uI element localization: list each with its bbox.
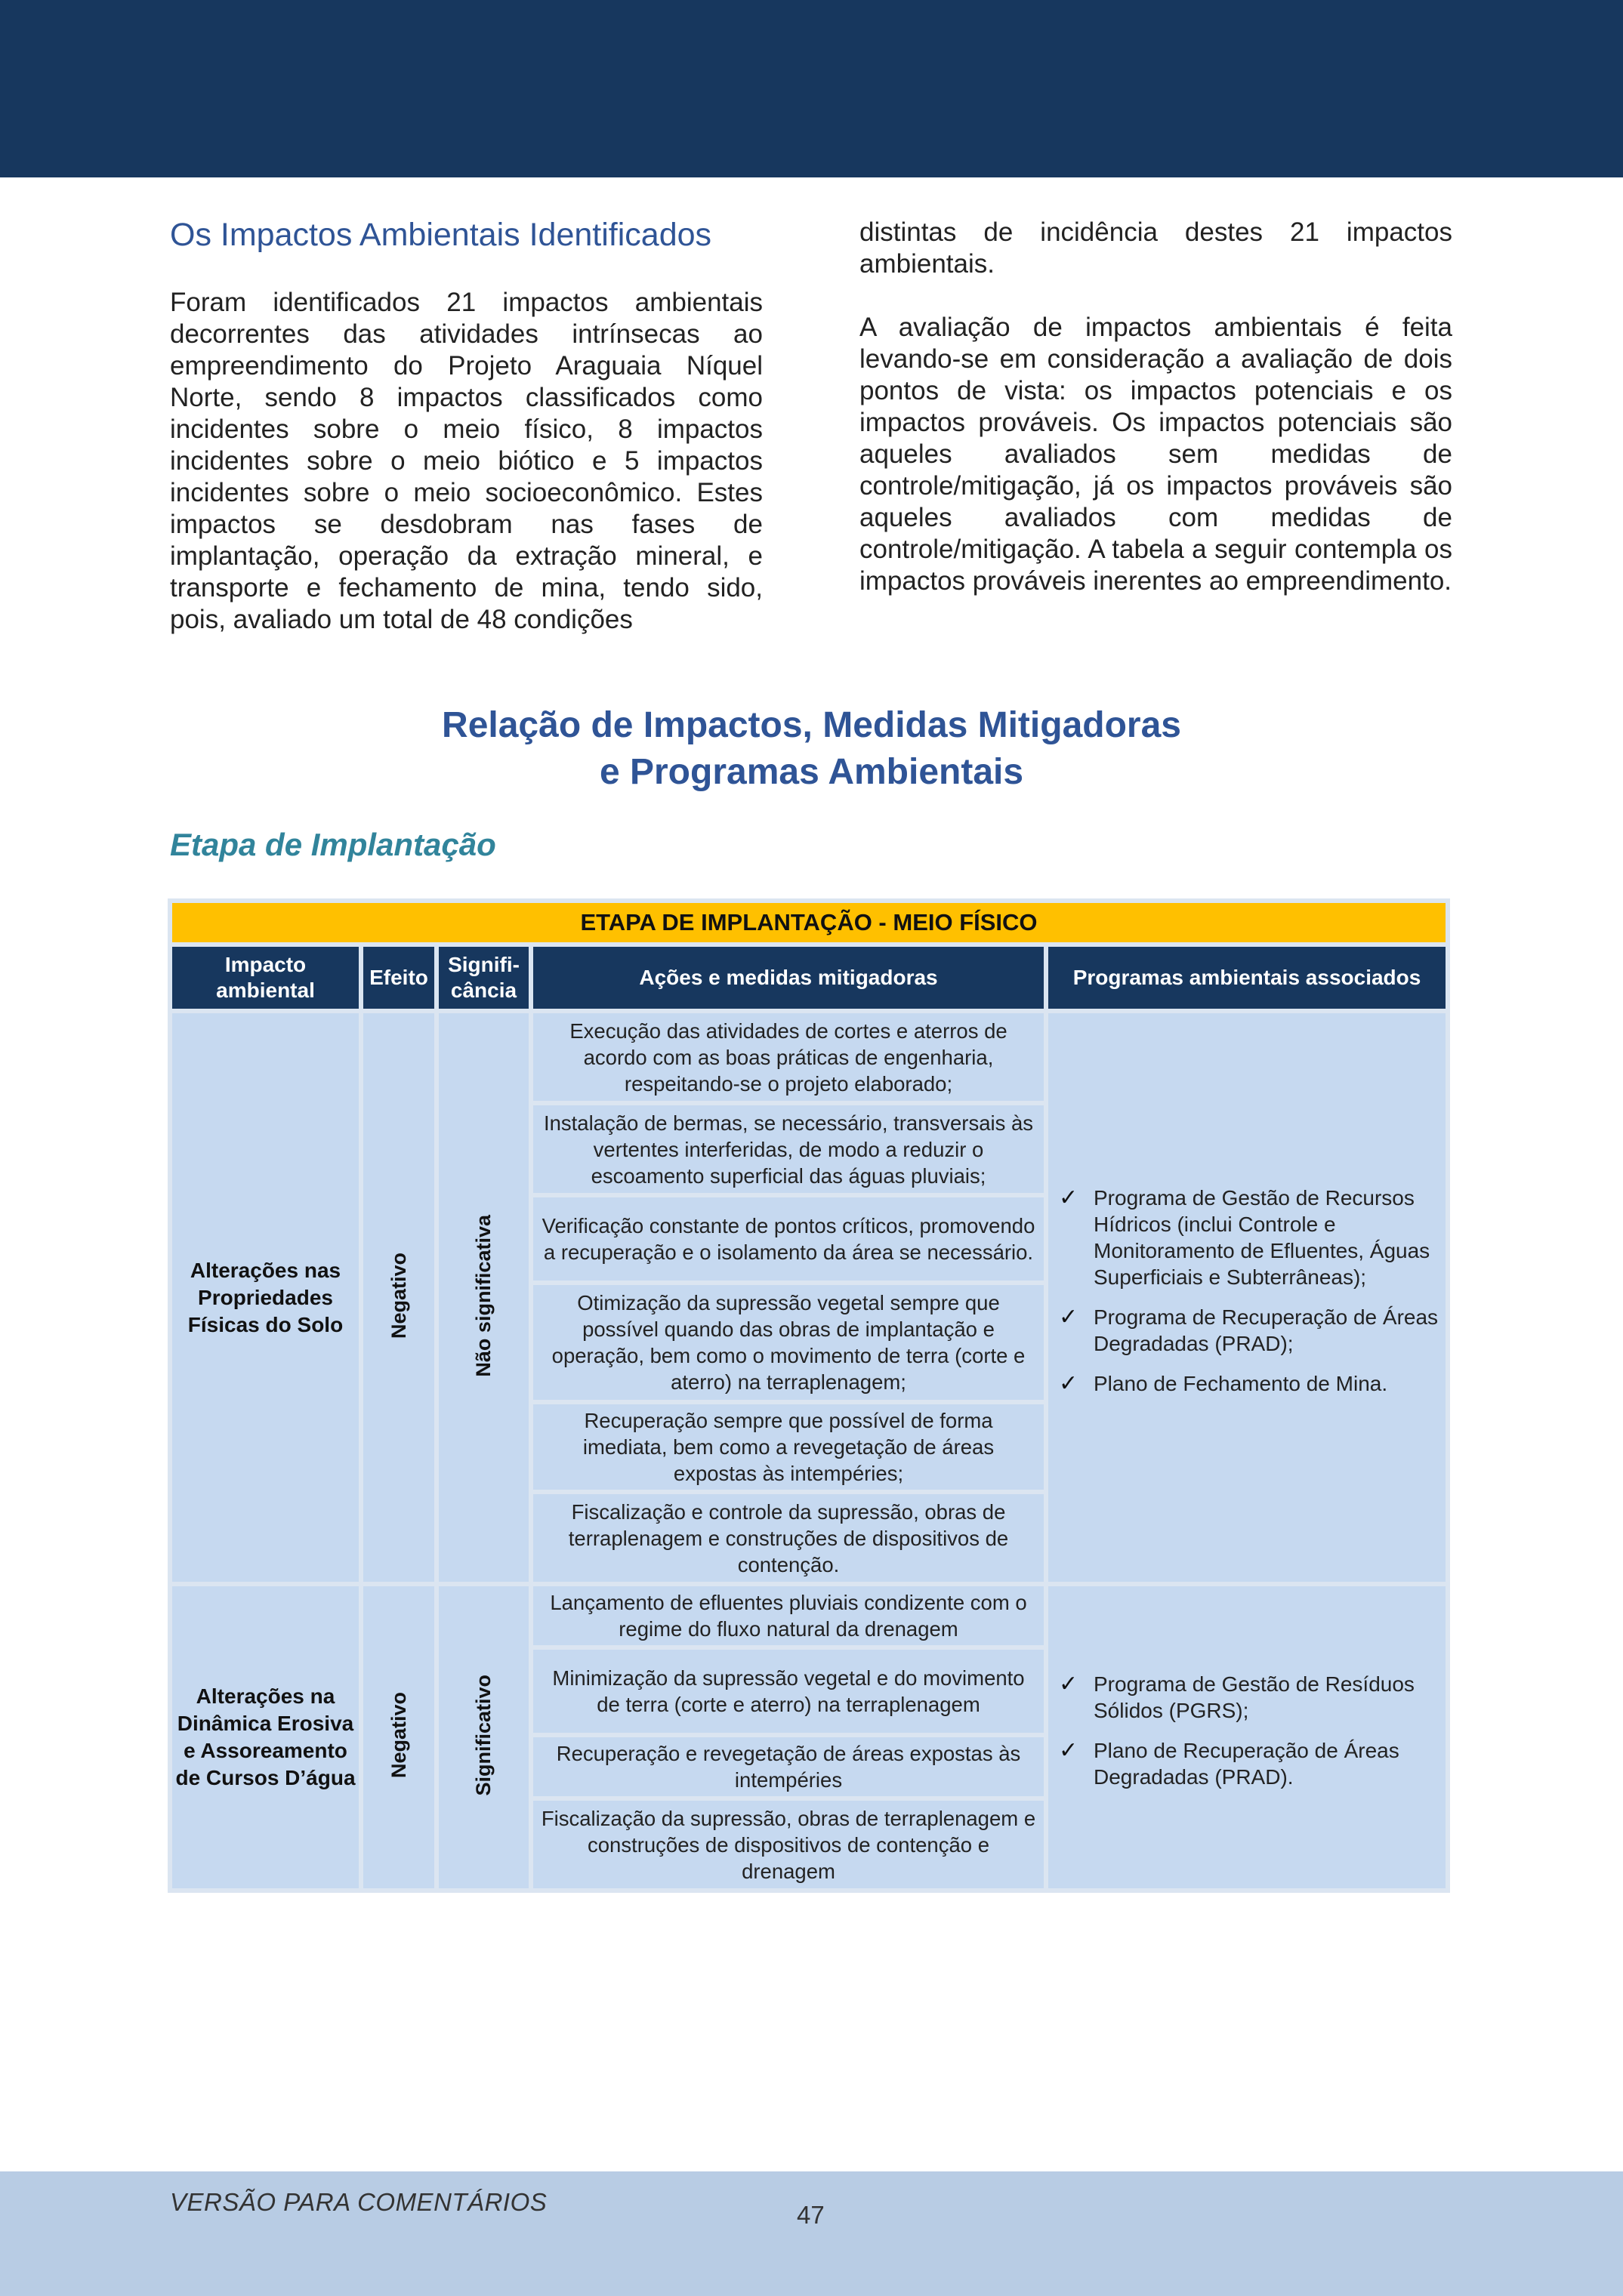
- check-icon: ✓: [1059, 1371, 1078, 1396]
- effect-cell: [363, 1013, 434, 1582]
- header-effect: Efeito: [363, 947, 434, 1009]
- programs-list: [1059, 1185, 1438, 1397]
- measure-item: Lançamento de efluentes pluviais condizente com o regime do fluxo natural da drenagem: [533, 1586, 1044, 1645]
- header-measures: Ações e medidas mitigadoras: [533, 947, 1044, 1009]
- effect-label: Negativo: [387, 1692, 410, 1779]
- programs-list: [1059, 1671, 1438, 1790]
- check-icon: ✓: [1059, 1185, 1078, 1210]
- programs-cell: [1048, 1586, 1446, 1888]
- measure-item: Otimização da supressão vegetal sempre que possível quando das obras de implantação e operação, bem como o movimento de terra (corte e aterro) na terraplenagem;: [533, 1285, 1044, 1400]
- header-band: [0, 0, 1623, 177]
- page-number: 47: [797, 2201, 825, 2229]
- impact-name: Alterações nas Propriedades Físicas do Solo: [172, 1013, 359, 1582]
- program-item: ✓ Plano de Recuperação de Áreas Degradadas (PRAD).: [1059, 1738, 1399, 1789]
- main-title-line-1: Relação de Impactos, Medidas Mitigadoras: [442, 705, 1181, 745]
- stage-heading: Etapa de Implantação: [170, 827, 496, 862]
- measure-item: Fiscalização e controle da supressão, obras de terraplenagem e construções de dispositivos de contenção.: [533, 1494, 1044, 1582]
- left-column: [170, 287, 763, 667]
- measure-item: Fiscalização da supressão, obras de terraplenagem e construções de dispositivos de contenção e drenagem: [533, 1801, 1044, 1888]
- significance-cell: [439, 1013, 529, 1582]
- measure-item: Execução das atividades de cortes e aterros de acordo com as boas práticas de engenharia, respeitando-se o projeto elaborado;: [533, 1013, 1044, 1101]
- main-title: [170, 702, 1453, 796]
- significance-label: Significativo: [472, 1675, 495, 1796]
- table-banner: ETAPA DE IMPLANTAÇÃO - MEIO FÍSICO: [172, 903, 1446, 942]
- impact-table: [168, 898, 1450, 1893]
- measure-item: Recuperação e revegetação de áreas expostas às intempéries: [533, 1737, 1044, 1796]
- check-icon: ✓: [1059, 1305, 1078, 1330]
- intro-paragraph: Foram identificados 21 impactos ambientais decorrentes das atividades intrínsecas ao empreendimento do Projeto Araguaia Níquel Norte, sendo 8 impactos classificados como incidentes sobre o meio físico, 8 impactos incidentes sobre o meio biótico e 5 impactos incidentes sobre o meio socioeconômico. Estes impactos se desdobram nas fases de implantação, operação da extração mineral, e transporte e fechamento de mina, tendo sido, pois, avaliado um total de 48 condições: [170, 288, 763, 634]
- measure-item: Verificação constante de pontos críticos, promovendo a recuperação e o isolamento da área se necessário.: [533, 1197, 1044, 1281]
- significance-cell: [439, 1586, 529, 1888]
- footer-label: VERSÃO PARA COMENTÁRIOS: [170, 2188, 548, 2216]
- impact-name: Alterações na Dinâmica Erosiva e Assoreamento de Cursos D’água: [172, 1586, 359, 1888]
- header-significance: Signifi- cância: [439, 947, 529, 1009]
- program-item: ✓ Programa de Gestão de Recursos Hídricos (inclui Controle e Monitoramento de Efluentes, Águas Superficiais e Subterrâneas);: [1059, 1185, 1430, 1289]
- effect-label: Negativo: [387, 1252, 410, 1339]
- measure-item: Recuperação sempre que possível de forma imediata, bem como a revegetação de áreas expostas às intempéries;: [533, 1404, 1044, 1490]
- effect-cell: [363, 1586, 434, 1888]
- measure-item: Instalação de bermas, se necessário, transversais às vertentes interferidas, de modo a reduzir o escoamento superficial das águas pluviais;: [533, 1105, 1044, 1193]
- section-heading: Os Impactos Ambientais Identificados: [170, 217, 712, 253]
- assessment-paragraph: A avaliação de impactos ambientais é feita levando-se em consideração a avaliação de dois pontos de vista: os impactos potenciais e os impactos prováveis. Os impactos potenciais são aqueles avaliados sem medidas de controle/mitigação, já os impactos prováveis são aqueles avaliados com medidas de controle/mitigação. A tabela a seguir contempla os impactos prováveis inerentes ao empreendimento.: [859, 313, 1452, 596]
- header-programs: Programas ambientais associados: [1048, 947, 1446, 1009]
- main-title-line-2: e Programas Ambientais: [599, 752, 1024, 792]
- program-item: ✓ Programa de Gestão de Resíduos Sólidos (PGRS);: [1059, 1672, 1415, 1722]
- measure-item: Minimização da supressão vegetal e do movimento de terra (corte e aterro) na terraplenagem: [533, 1650, 1044, 1733]
- programs-cell: [1048, 1013, 1446, 1582]
- right-column: [859, 217, 1452, 629]
- check-icon: ✓: [1059, 1738, 1078, 1763]
- program-item: ✓ Programa de Recuperação de Áreas Degradadas (PRAD);: [1059, 1305, 1439, 1355]
- significance-label: Não significativa: [472, 1214, 495, 1377]
- header-impact: Impacto ambiental: [172, 947, 359, 1009]
- program-item: ✓ Plano de Fechamento de Mina.: [1059, 1371, 1388, 1396]
- check-icon: ✓: [1059, 1672, 1078, 1697]
- intro-continuation: distintas de incidência destes 21 impactos ambientais.: [859, 217, 1452, 279]
